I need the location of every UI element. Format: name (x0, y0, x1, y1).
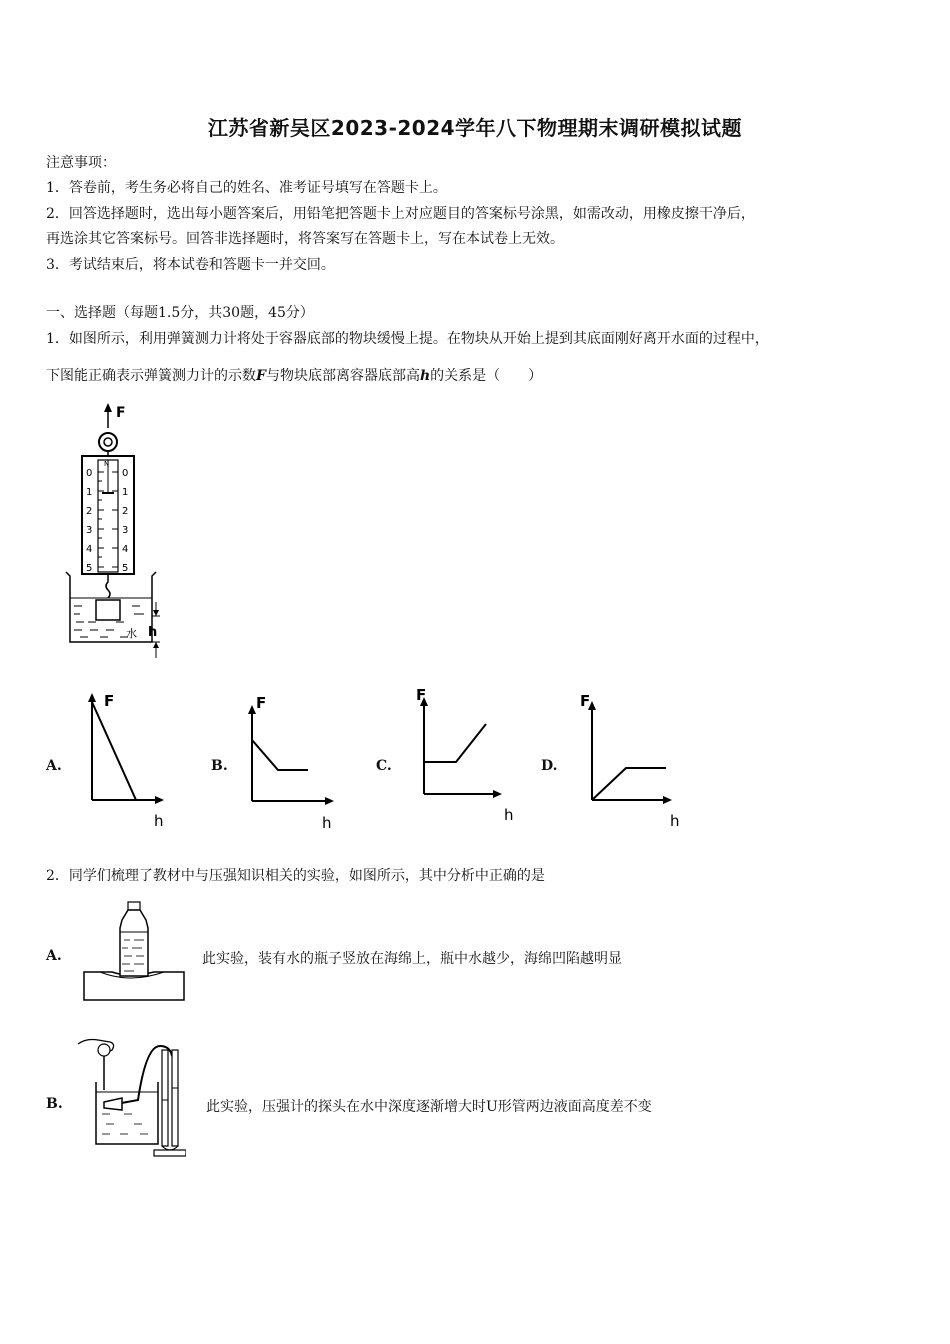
q1-option-c-graph[interactable] (410, 682, 515, 827)
notice-item: 2．回答选择题时，选出每小题答案后，用铅笔把答题卡上对应题目的答案标号涂黑，如需改动，用橡皮擦干净后， (46, 206, 755, 222)
x-axis-label: h (504, 806, 514, 824)
graph-line (252, 740, 308, 770)
section-heading: 一、选择题（每题1.5分，共30题，45分） (46, 305, 314, 321)
y-axis-label: F (104, 692, 115, 710)
q1-stem-line1: 1．如图所示，利用弹簧测力计将处于容器底部的物块缓慢上提。在物块从开始上提到其底面刚好离开水面的过程中， (46, 331, 769, 347)
q1-option-d-graph[interactable] (580, 688, 685, 833)
scale-left-label: 1 (86, 487, 93, 498)
q2-option-b-text: 此实验，压强计的探头在水中深度逐渐增大时U形管两边液面高度差不变 (206, 1099, 652, 1115)
q1-stem-part: 的关系是（ ） (430, 368, 543, 384)
graph-line (592, 768, 666, 800)
q1-stem-part: 与物块底部离容器底部高 (265, 368, 420, 384)
figure-water-label: 水 (126, 627, 137, 640)
q2-option-a-text: 此实验，装有水的瓶子竖放在海绵上，瓶中水越少，海绵凹陷越明显 (202, 951, 622, 967)
page-title: 江苏省新吴区2023-2024学年八下物理期末调研模拟试题 (207, 116, 743, 140)
q1-option-c-letter: C. (376, 758, 392, 774)
q1-option-b-graph[interactable] (240, 688, 345, 833)
q1-option-b-letter: B. (211, 758, 228, 774)
figure-force-label: F (116, 405, 126, 421)
notice-heading: 注意事项： (46, 155, 116, 171)
scale-right-label: 2 (122, 506, 129, 517)
scale-left-label: 2 (86, 506, 93, 517)
q2-stem: 2．同学们梳理了教材中与压强知识相关的实验，如图所示，其中分析中正确的是 (46, 868, 545, 884)
q1-stem-line2 (46, 365, 542, 385)
q2-option-b-letter: B. (46, 1096, 63, 1112)
q1-var-f: F (256, 368, 266, 384)
scale-right-label: 0 (122, 468, 129, 479)
x-axis-label: h (322, 814, 332, 832)
notice-item: 再选涂其它答案标号。回答非选择题时，将答案写在答题卡上，写在本试卷上无效。 (46, 231, 564, 247)
q1-option-a-graph[interactable] (80, 688, 175, 833)
q1-option-a-letter: A. (46, 758, 62, 774)
figure-unit: N (104, 460, 110, 468)
q1-stem-part: 下图能正确表示弹簧测力计的示数 (46, 368, 256, 384)
scale-left-label: 0 (86, 468, 93, 479)
x-axis-label: h (154, 812, 164, 830)
scale-left-label: 4 (86, 544, 93, 555)
x-axis-label: h (670, 812, 680, 830)
scale-right-label: 1 (122, 487, 129, 498)
q2-option-a-letter: A. (46, 948, 62, 964)
scale-right-label: 5 (122, 563, 129, 574)
spring-scale-figure (60, 400, 180, 662)
y-axis-label: F (580, 692, 591, 710)
figure-height-label: h (148, 625, 158, 640)
notice-item: 1．答卷前，考生务必将自己的姓名、准考证号填写在答题卡上。 (46, 180, 447, 196)
q1-var-h: h (419, 368, 431, 384)
scale-left-label: 5 (86, 563, 93, 574)
pressure-gauge-figure (76, 1030, 186, 1160)
notice-item: 3．考试结束后，将本试卷和答题卡一并交回。 (46, 257, 335, 273)
graph-line (424, 724, 486, 762)
scale-right-label: 4 (122, 544, 129, 555)
scale-left-label: 3 (86, 525, 93, 536)
y-axis-label: F (256, 694, 267, 712)
y-axis-label: F (416, 686, 427, 704)
bottle-on-sponge-figure (82, 898, 188, 1004)
graph-line (92, 702, 136, 800)
q1-option-d-letter: D. (541, 758, 558, 774)
scale-right-label: 3 (122, 525, 129, 536)
